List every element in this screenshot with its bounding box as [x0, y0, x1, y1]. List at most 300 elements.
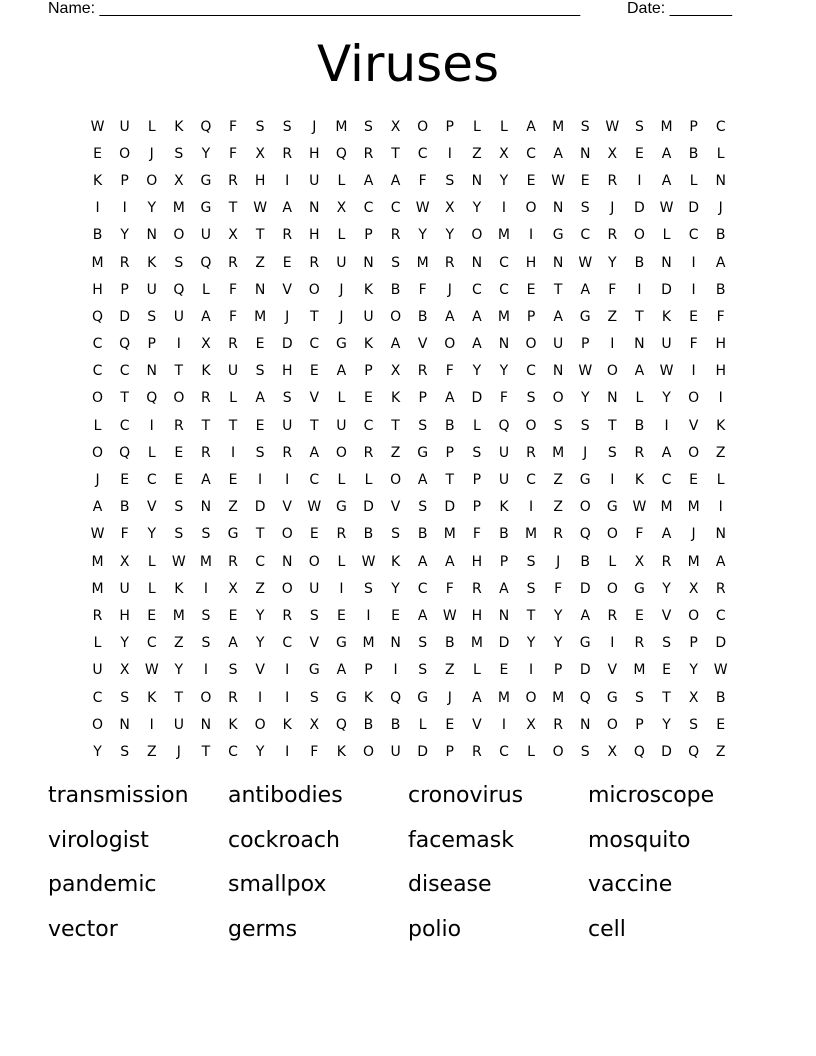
- grid-letter[interactable]: Y: [662, 390, 671, 407]
- grid-letter[interactable]: Q: [335, 716, 347, 733]
- grid-letter[interactable]: G: [579, 472, 591, 489]
- grid-letter[interactable]: Y: [255, 635, 265, 652]
- grid-letter[interactable]: W: [551, 172, 566, 189]
- grid-letter[interactable]: F: [689, 336, 698, 353]
- grid-letter[interactable]: A: [417, 607, 428, 624]
- grid-letter[interactable]: E: [526, 172, 536, 189]
- grid-letter[interactable]: O: [525, 336, 537, 353]
- grid-letter[interactable]: V: [282, 499, 292, 516]
- grid-letter[interactable]: Q: [579, 689, 591, 706]
- grid-letter[interactable]: A: [580, 607, 591, 624]
- grid-letter[interactable]: T: [553, 281, 563, 298]
- grid-letter[interactable]: J: [176, 743, 181, 760]
- grid-letter[interactable]: Y: [472, 363, 482, 380]
- grid-letter[interactable]: R: [201, 444, 211, 461]
- grid-letter[interactable]: V: [472, 716, 482, 733]
- grid-letter[interactable]: S: [174, 526, 184, 543]
- grid-letter[interactable]: V: [607, 662, 618, 679]
- grid-letter[interactable]: U: [146, 281, 157, 298]
- grid-letter[interactable]: G: [606, 689, 618, 706]
- grid-letter[interactable]: S: [418, 662, 428, 679]
- grid-letter[interactable]: T: [201, 417, 211, 434]
- grid-letter[interactable]: B: [499, 526, 509, 543]
- grid-letter[interactable]: D: [688, 200, 699, 217]
- grid-letter[interactable]: Y: [499, 172, 509, 189]
- grid-letter[interactable]: U: [336, 417, 347, 434]
- grid-letter[interactable]: I: [285, 472, 290, 489]
- grid-letter[interactable]: J: [285, 308, 290, 325]
- grid-letter[interactable]: E: [580, 172, 590, 189]
- grid-letter[interactable]: Q: [200, 118, 212, 135]
- grid-letter[interactable]: V: [417, 336, 428, 353]
- grid-letter[interactable]: A: [92, 499, 103, 516]
- grid-letter[interactable]: U: [92, 662, 103, 679]
- grid-letter[interactable]: H: [254, 172, 266, 189]
- grid-letter[interactable]: J: [556, 553, 561, 570]
- grid-letter[interactable]: Y: [120, 635, 129, 652]
- grid-letter[interactable]: T: [201, 743, 211, 760]
- grid-letter[interactable]: M: [91, 580, 104, 597]
- grid-letter[interactable]: S: [364, 580, 373, 597]
- grid-letter[interactable]: B: [92, 227, 103, 244]
- grid-letter[interactable]: U: [282, 417, 293, 434]
- grid-letter[interactable]: O: [119, 145, 131, 162]
- grid-letter[interactable]: Y: [472, 200, 482, 217]
- grid-letter[interactable]: D: [498, 635, 510, 652]
- grid-letter[interactable]: S: [580, 118, 590, 135]
- grid-letter[interactable]: M: [91, 254, 104, 271]
- grid-letter[interactable]: C: [309, 472, 320, 489]
- grid-letter[interactable]: S: [553, 417, 563, 434]
- grid-letter[interactable]: G: [200, 172, 212, 189]
- grid-letter[interactable]: J: [447, 281, 452, 298]
- grid-letter[interactable]: O: [688, 390, 700, 407]
- grid-letter[interactable]: M: [633, 662, 646, 679]
- grid-letter[interactable]: F: [608, 281, 617, 298]
- grid-letter[interactable]: N: [661, 254, 672, 271]
- grid-letter[interactable]: R: [282, 444, 293, 461]
- grid-letter[interactable]: V: [309, 390, 320, 407]
- grid-letter[interactable]: U: [661, 336, 672, 353]
- grid-letter[interactable]: E: [255, 417, 265, 434]
- grid-letter[interactable]: D: [579, 662, 591, 679]
- grid-letter[interactable]: O: [606, 526, 618, 543]
- grid-letter[interactable]: U: [390, 743, 401, 760]
- grid-letter[interactable]: Q: [146, 390, 158, 407]
- grid-letter[interactable]: O: [552, 390, 564, 407]
- grid-letter[interactable]: N: [715, 526, 726, 543]
- grid-letter[interactable]: S: [309, 689, 319, 706]
- grid-letter[interactable]: P: [364, 363, 373, 380]
- grid-letter[interactable]: W: [632, 499, 647, 516]
- grid-letter[interactable]: A: [715, 553, 726, 570]
- grid-letter[interactable]: K: [634, 472, 645, 489]
- grid-letter[interactable]: A: [526, 118, 536, 135]
- grid-letter[interactable]: S: [120, 743, 130, 760]
- grid-letter[interactable]: O: [606, 363, 618, 380]
- grid-letter[interactable]: I: [610, 472, 615, 489]
- grid-letter[interactable]: X: [390, 363, 401, 380]
- grid-letter[interactable]: U: [553, 336, 564, 353]
- grid-letter[interactable]: Z: [390, 444, 401, 461]
- grid-letter[interactable]: I: [637, 281, 642, 298]
- grid-letter[interactable]: F: [445, 580, 454, 597]
- grid-letter[interactable]: M: [362, 635, 375, 652]
- grid-letter[interactable]: X: [688, 580, 699, 597]
- grid-letter[interactable]: I: [285, 662, 290, 679]
- grid-letter[interactable]: I: [501, 200, 507, 217]
- grid-letter[interactable]: C: [119, 417, 130, 434]
- grid-letter[interactable]: T: [228, 200, 238, 217]
- grid-letter[interactable]: S: [634, 118, 644, 135]
- grid-letter[interactable]: O: [362, 743, 374, 760]
- grid-letter[interactable]: B: [417, 308, 428, 325]
- grid-letter[interactable]: F: [418, 172, 427, 189]
- grid-letter[interactable]: F: [228, 308, 238, 325]
- grid-letter[interactable]: K: [228, 716, 238, 733]
- grid-letter[interactable]: T: [174, 363, 184, 380]
- grid-letter[interactable]: P: [472, 499, 482, 516]
- grid-letter[interactable]: N: [471, 172, 483, 189]
- grid-letter[interactable]: E: [499, 662, 509, 679]
- grid-letter[interactable]: L: [147, 553, 156, 570]
- grid-letter[interactable]: P: [553, 662, 563, 679]
- grid-letter[interactable]: Z: [553, 472, 563, 489]
- grid-letter[interactable]: R: [228, 689, 238, 706]
- grid-letter[interactable]: R: [417, 363, 428, 380]
- grid-letter[interactable]: K: [92, 172, 103, 189]
- grid-letter[interactable]: Y: [662, 580, 671, 597]
- grid-letter[interactable]: X: [336, 200, 347, 217]
- grid-letter[interactable]: L: [689, 172, 698, 189]
- grid-letter[interactable]: N: [281, 553, 293, 570]
- grid-letter[interactable]: O: [688, 444, 700, 461]
- grid-letter[interactable]: S: [607, 444, 617, 461]
- grid-letter[interactable]: A: [309, 444, 320, 461]
- grid-letter[interactable]: W: [90, 118, 105, 135]
- grid-letter[interactable]: D: [579, 580, 591, 597]
- grid-letter[interactable]: E: [391, 607, 400, 624]
- grid-letter[interactable]: U: [309, 580, 320, 597]
- grid-letter[interactable]: Q: [688, 743, 700, 760]
- date-field-label[interactable]: Date: _______: [627, 0, 732, 17]
- grid-letter[interactable]: Z: [174, 635, 184, 652]
- grid-letter[interactable]: S: [662, 635, 671, 652]
- grid-letter[interactable]: P: [689, 118, 698, 135]
- grid-letter[interactable]: S: [418, 417, 428, 434]
- grid-letter[interactable]: I: [691, 254, 696, 271]
- grid-letter[interactable]: A: [661, 444, 672, 461]
- grid-letter[interactable]: M: [552, 118, 565, 135]
- grid-letter[interactable]: F: [310, 743, 319, 760]
- grid-letter[interactable]: S: [120, 689, 130, 706]
- grid-letter[interactable]: R: [282, 145, 293, 162]
- grid-letter[interactable]: C: [471, 281, 482, 298]
- grid-letter[interactable]: A: [444, 308, 455, 325]
- grid-letter[interactable]: Z: [553, 499, 563, 516]
- grid-letter[interactable]: R: [228, 172, 238, 189]
- grid-letter[interactable]: R: [201, 390, 211, 407]
- grid-letter[interactable]: U: [119, 118, 130, 135]
- grid-letter[interactable]: O: [552, 743, 564, 760]
- grid-letter[interactable]: Z: [228, 499, 238, 516]
- grid-letter[interactable]: S: [255, 363, 265, 380]
- grid-letter[interactable]: F: [472, 526, 481, 543]
- grid-letter[interactable]: K: [336, 743, 346, 760]
- grid-letter[interactable]: L: [337, 553, 346, 570]
- grid-letter[interactable]: A: [661, 145, 672, 162]
- grid-letter[interactable]: J: [610, 200, 615, 217]
- grid-letter[interactable]: M: [687, 553, 700, 570]
- grid-letter[interactable]: E: [689, 308, 699, 325]
- grid-letter[interactable]: M: [552, 689, 565, 706]
- grid-letter[interactable]: C: [282, 635, 293, 652]
- grid-letter[interactable]: W: [144, 662, 159, 679]
- grid-letter[interactable]: R: [444, 254, 455, 271]
- grid-letter[interactable]: H: [119, 607, 130, 624]
- grid-letter[interactable]: Z: [715, 743, 726, 760]
- grid-letter[interactable]: D: [281, 336, 293, 353]
- grid-letter[interactable]: R: [282, 227, 293, 244]
- grid-letter[interactable]: I: [258, 472, 263, 489]
- grid-letter[interactable]: F: [499, 390, 508, 407]
- grid-letter[interactable]: O: [688, 607, 700, 624]
- grid-letter[interactable]: M: [497, 308, 510, 325]
- grid-letter[interactable]: L: [337, 472, 346, 489]
- grid-letter[interactable]: E: [228, 472, 238, 489]
- grid-letter[interactable]: L: [147, 580, 156, 597]
- grid-letter[interactable]: Y: [93, 743, 102, 760]
- grid-letter[interactable]: M: [416, 254, 429, 271]
- grid-letter[interactable]: C: [228, 743, 238, 760]
- grid-letter[interactable]: Y: [662, 716, 671, 733]
- grid-letter[interactable]: B: [390, 716, 401, 733]
- grid-letter[interactable]: S: [147, 308, 157, 325]
- grid-letter[interactable]: O: [525, 689, 537, 706]
- grid-letter[interactable]: T: [255, 526, 265, 543]
- grid-letter[interactable]: A: [580, 281, 591, 298]
- grid-letter[interactable]: R: [661, 553, 672, 570]
- grid-letter[interactable]: S: [282, 390, 292, 407]
- grid-letter[interactable]: M: [687, 499, 700, 516]
- grid-letter[interactable]: B: [417, 526, 428, 543]
- grid-letter[interactable]: C: [309, 336, 320, 353]
- grid-letter[interactable]: S: [580, 417, 590, 434]
- grid-letter[interactable]: R: [607, 607, 618, 624]
- grid-letter[interactable]: F: [228, 118, 238, 135]
- grid-letter[interactable]: E: [255, 336, 265, 353]
- grid-letter[interactable]: O: [308, 281, 320, 298]
- grid-letter[interactable]: R: [471, 580, 482, 597]
- grid-letter[interactable]: D: [119, 308, 131, 325]
- grid-letter[interactable]: B: [119, 499, 130, 516]
- grid-letter[interactable]: W: [415, 200, 430, 217]
- grid-letter[interactable]: O: [606, 580, 618, 597]
- grid-letter[interactable]: Y: [147, 200, 157, 217]
- grid-letter[interactable]: M: [91, 553, 104, 570]
- grid-letter[interactable]: T: [662, 689, 671, 706]
- grid-letter[interactable]: G: [633, 580, 645, 597]
- grid-letter[interactable]: B: [715, 281, 726, 298]
- grid-letter[interactable]: N: [200, 499, 212, 516]
- grid-letter[interactable]: L: [229, 390, 237, 407]
- grid-letter[interactable]: R: [92, 607, 103, 624]
- grid-letter[interactable]: O: [92, 390, 104, 407]
- grid-letter[interactable]: S: [689, 716, 699, 733]
- grid-letter[interactable]: D: [417, 743, 429, 760]
- grid-letter[interactable]: O: [281, 526, 293, 543]
- grid-letter[interactable]: U: [119, 580, 130, 597]
- grid-letter[interactable]: S: [309, 607, 319, 624]
- grid-letter[interactable]: J: [149, 145, 154, 162]
- grid-letter[interactable]: L: [93, 635, 102, 652]
- grid-letter[interactable]: Y: [553, 607, 563, 624]
- grid-letter[interactable]: L: [635, 390, 644, 407]
- grid-letter[interactable]: L: [337, 227, 346, 244]
- grid-letter[interactable]: L: [472, 662, 481, 679]
- grid-letter[interactable]: Q: [200, 254, 212, 271]
- grid-letter[interactable]: I: [203, 662, 208, 679]
- grid-letter[interactable]: C: [526, 363, 536, 380]
- grid-letter[interactable]: W: [361, 553, 376, 570]
- grid-letter[interactable]: M: [443, 526, 456, 543]
- grid-letter[interactable]: T: [310, 308, 319, 325]
- grid-letter[interactable]: R: [363, 145, 374, 162]
- grid-letter[interactable]: E: [93, 145, 102, 162]
- grid-letter[interactable]: S: [580, 200, 590, 217]
- grid-letter[interactable]: P: [526, 308, 536, 325]
- grid-letter[interactable]: Z: [255, 580, 265, 597]
- grid-letter[interactable]: K: [499, 499, 509, 516]
- grid-letter[interactable]: G: [417, 689, 429, 706]
- grid-letter[interactable]: C: [92, 689, 103, 706]
- grid-letter[interactable]: I: [393, 662, 398, 679]
- grid-letter[interactable]: Y: [201, 145, 211, 162]
- grid-letter[interactable]: C: [146, 635, 157, 652]
- grid-letter[interactable]: N: [119, 716, 130, 733]
- grid-letter[interactable]: K: [147, 254, 157, 271]
- grid-letter[interactable]: A: [201, 308, 211, 325]
- grid-letter[interactable]: K: [201, 363, 211, 380]
- grid-letter[interactable]: O: [390, 472, 402, 489]
- grid-letter[interactable]: M: [335, 118, 348, 135]
- grid-letter[interactable]: E: [634, 145, 644, 162]
- grid-letter[interactable]: G: [417, 444, 429, 461]
- grid-letter[interactable]: L: [364, 472, 373, 489]
- grid-letter[interactable]: G: [308, 662, 320, 679]
- grid-letter[interactable]: M: [172, 607, 185, 624]
- grid-letter[interactable]: I: [610, 336, 615, 353]
- grid-letter[interactable]: F: [228, 281, 238, 298]
- grid-letter[interactable]: T: [255, 227, 265, 244]
- grid-letter[interactable]: V: [390, 499, 401, 516]
- grid-letter[interactable]: I: [230, 444, 236, 461]
- grid-letter[interactable]: L: [147, 118, 156, 135]
- grid-letter[interactable]: F: [445, 363, 454, 380]
- grid-letter[interactable]: R: [526, 444, 536, 461]
- grid-letter[interactable]: U: [173, 308, 184, 325]
- grid-letter[interactable]: R: [634, 444, 645, 461]
- grid-letter[interactable]: S: [255, 444, 265, 461]
- grid-letter[interactable]: R: [228, 553, 238, 570]
- grid-letter[interactable]: I: [447, 145, 452, 162]
- grid-letter[interactable]: S: [201, 526, 211, 543]
- grid-letter[interactable]: N: [498, 336, 510, 353]
- grid-letter[interactable]: O: [606, 716, 618, 733]
- grid-letter[interactable]: K: [363, 689, 374, 706]
- grid-letter[interactable]: L: [500, 118, 508, 135]
- grid-letter[interactable]: I: [149, 417, 154, 434]
- grid-letter[interactable]: D: [715, 635, 727, 652]
- grid-letter[interactable]: V: [282, 281, 292, 298]
- grid-letter[interactable]: X: [607, 743, 618, 760]
- grid-letter[interactable]: P: [120, 172, 129, 189]
- grid-letter[interactable]: Q: [579, 526, 591, 543]
- grid-letter[interactable]: W: [578, 254, 593, 271]
- grid-letter[interactable]: B: [390, 281, 401, 298]
- grid-letter[interactable]: B: [363, 526, 374, 543]
- grid-letter[interactable]: I: [718, 499, 723, 516]
- grid-letter[interactable]: F: [418, 281, 427, 298]
- grid-letter[interactable]: R: [553, 526, 563, 543]
- grid-letter[interactable]: A: [715, 254, 726, 271]
- grid-letter[interactable]: P: [445, 743, 454, 760]
- grid-letter[interactable]: E: [120, 472, 130, 489]
- grid-letter[interactable]: F: [120, 526, 129, 543]
- grid-letter[interactable]: W: [442, 607, 457, 624]
- grid-letter[interactable]: I: [664, 417, 669, 434]
- grid-letter[interactable]: L: [147, 444, 156, 461]
- grid-letter[interactable]: O: [444, 336, 456, 353]
- grid-letter[interactable]: P: [445, 118, 454, 135]
- grid-letter[interactable]: T: [310, 417, 319, 434]
- grid-letter[interactable]: O: [633, 227, 645, 244]
- grid-letter[interactable]: Q: [92, 308, 104, 325]
- grid-letter[interactable]: Y: [689, 662, 698, 679]
- grid-letter[interactable]: C: [119, 363, 130, 380]
- grid-letter[interactable]: R: [607, 172, 618, 189]
- grid-letter[interactable]: G: [335, 336, 347, 353]
- grid-letter[interactable]: D: [661, 281, 672, 298]
- grid-letter[interactable]: P: [147, 336, 156, 353]
- grid-letter[interactable]: O: [92, 716, 104, 733]
- grid-letter[interactable]: N: [552, 363, 564, 380]
- grid-letter[interactable]: F: [554, 580, 563, 597]
- grid-letter[interactable]: A: [661, 526, 672, 543]
- grid-letter[interactable]: E: [228, 607, 238, 624]
- grid-letter[interactable]: A: [336, 662, 347, 679]
- grid-letter[interactable]: E: [174, 472, 184, 489]
- grid-letter[interactable]: E: [445, 716, 455, 733]
- grid-letter[interactable]: Y: [255, 743, 265, 760]
- grid-letter[interactable]: X: [634, 553, 645, 570]
- grid-letter[interactable]: Q: [335, 145, 347, 162]
- grid-letter[interactable]: X: [499, 145, 509, 162]
- grid-letter[interactable]: E: [336, 607, 346, 624]
- grid-letter[interactable]: E: [309, 526, 319, 543]
- grid-letter[interactable]: Y: [120, 227, 129, 244]
- grid-letter[interactable]: T: [445, 472, 455, 489]
- grid-letter[interactable]: M: [199, 553, 212, 570]
- grid-letter[interactable]: J: [447, 689, 452, 706]
- grid-letter[interactable]: O: [525, 417, 537, 434]
- grid-letter[interactable]: B: [580, 553, 591, 570]
- grid-letter[interactable]: P: [635, 716, 644, 733]
- grid-letter[interactable]: S: [391, 526, 401, 543]
- grid-letter[interactable]: K: [363, 336, 374, 353]
- grid-letter[interactable]: W: [171, 553, 186, 570]
- grid-letter[interactable]: R: [607, 227, 618, 244]
